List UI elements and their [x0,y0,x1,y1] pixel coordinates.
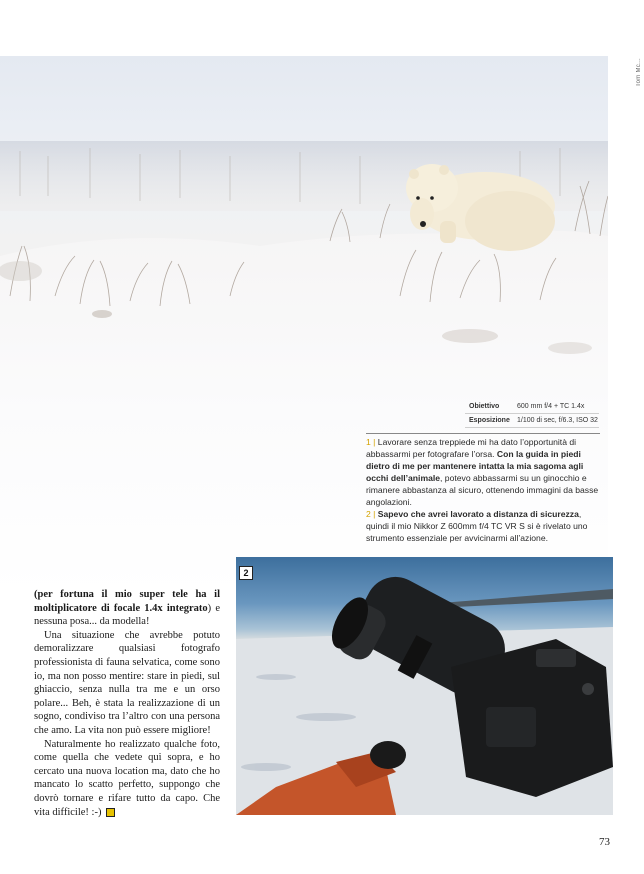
caption-number: 2 [366,509,371,519]
paragraph [34,738,220,820]
article-body [34,588,220,819]
paragraph-text: Naturalmente ho realizzato qualche foto, come quella che vedete qui sopra, e ho cercato una nuova location ma, dato che ho mancato lo scatto perfetto, suppongo che dovrò tornare e rifare tutto da capo. Che vita difficile! :-) [34,738,220,818]
spec-value: 600 mm f/4 + TC 1.4x [517,403,585,410]
caption-bold-text: Sapevo che avrei lavorato a distanza di sicurezza [375,509,579,519]
caption-separator: | [373,509,376,519]
photo-credit: Tom Mc... [636,58,642,87]
camera-photo [236,557,613,815]
photo-number-badge: 2 [239,566,253,580]
caption-1 [366,433,600,508]
paragraph-text: ) e nessuna posa... da modella! [34,602,220,628]
end-mark-icon [106,808,115,817]
caption-text: , potevo abbassarmi su un ginocchio e rimanere abbastanza al sicuro, ottenendo immagini da basse angolazioni. [366,473,599,507]
spec-value: 1/100 di sec, f/6.3, ISO 32 [517,417,598,424]
caption-text: Lavorare senza treppiede mi ha dato l’opportunità di abbassarmi per fotografare l’orsa. [366,437,577,459]
page-number: 73 [599,836,610,848]
spec-table [465,400,599,428]
caption-bold-text: Con la guida in piedi dietro di me per mantenere intatta la mia sagoma agli occhi dell’animale [366,449,584,483]
spec-row [465,414,599,428]
spec-label: Esposizione [469,417,510,424]
caption-separator: | [373,437,376,447]
spec-label: Obiettivo [469,403,500,410]
caption-2 [366,508,600,544]
paragraph [34,588,220,629]
caption-number: 1 [366,437,371,447]
spec-row [465,400,599,414]
paragraph: Una situazione che avrebbe potuto demoralizzare qualsiasi fotografo professionista di fauna selvatica, come sono io, ma non posso mentire: stare in piedi, sul ghiaccio, senza nulla tra me e un orso polare... Beh, è stata la realizzazione di un sogno, condiviso tra l’altro con una persona che amo. La vita non può essere migliore! [34,629,220,736]
caption-text: , quindi il mio Nikkor Z 600mm f/4 TC VR S si è rivelato uno strumento essenziale per avvicinarmi all’azione. [366,509,588,543]
lead-bold-text: (per fortuna il mio super tele ha il moltiplicatore di focale 1.4x integrato [34,589,220,614]
